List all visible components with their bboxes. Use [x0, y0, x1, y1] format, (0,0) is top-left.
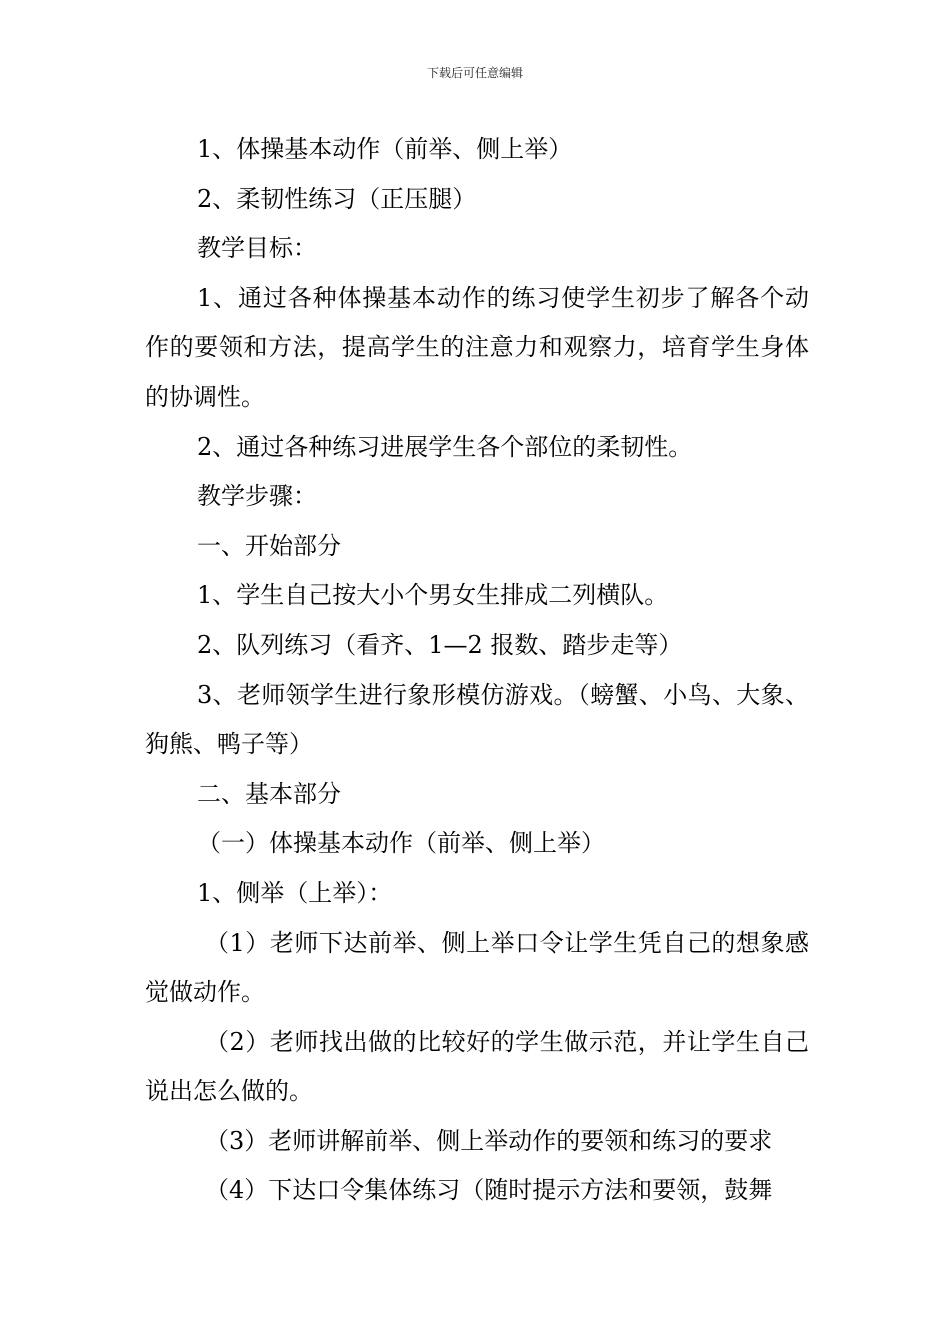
- paragraph-subsection-gymnastics: （一）体操基本动作（前举、侧上举）: [197, 829, 605, 858]
- paragraph-start-step-3: 3、老师领学生进行象形模仿游戏。（螃蟹、小鸟、大象、狗熊、鸭子等）: [145, 680, 809, 759]
- paragraph-substep-4: （4）下达口令集体练习（随时提示方法和要领，鼓舞: [205, 1176, 773, 1205]
- paragraph-start-step-1: 1、学生自己按大小个男女生排成二列横队。: [197, 581, 669, 610]
- paragraph-section-basic: 二、基本部分: [197, 779, 341, 808]
- paragraph-content-item-1: 1、体操基本动作（前举、侧上举）: [197, 135, 573, 163]
- page-header-note: 下载后可任意编辑: [426, 66, 523, 80]
- paragraph-content-item-2: 2、柔韧性练习（正压腿）: [197, 184, 477, 213]
- document-body: [145, 125, 809, 1216]
- paragraph-substep-1: （1）老师下达前举、侧上举口令让学生凭自己的想象感觉做动作。: [145, 928, 809, 1007]
- paragraph-goal-2: 2、通过各种练习进展学生各个部位的柔韧性。: [197, 432, 693, 461]
- paragraph-substep-3: （3）老师讲解前举、侧上举动作的要领和练习的要求: [205, 1126, 773, 1155]
- paragraph-section-start: 一、开始部分: [197, 531, 341, 560]
- paragraph-substep-2: （2）老师找出做的比较好的学生做示范，并让学生自己说出怎么做的。: [145, 1027, 809, 1106]
- paragraph-heading-teaching-goals: 教学目标：: [197, 234, 317, 263]
- paragraph-start-step-2: 2、队列练习（看齐、1—2 报数、踏步走等）: [197, 630, 683, 659]
- paragraph-goal-1: 1、通过各种体操基本动作的练习使学生初步了解各个动作的要领和方法，提高学生的注意力和观察力，培育学生身体的协调性。: [145, 283, 809, 411]
- paragraph-heading-teaching-steps: 教学步骤：: [197, 482, 317, 511]
- paragraph-basic-step-1: 1、侧举（上举）：: [197, 878, 393, 907]
